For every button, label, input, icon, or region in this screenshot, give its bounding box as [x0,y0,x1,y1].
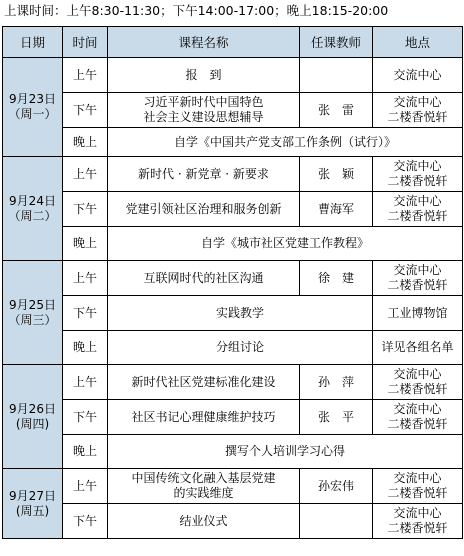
weekday-text: （周三） [8,312,57,327]
course-cell: 分组讨论 [108,331,373,365]
date-cell [3,469,63,539]
course-cell [108,58,300,93]
table-row [3,331,463,365]
location-line: 二楼香悦轩 [387,110,448,124]
location-cell: 详见各组名单 [373,331,463,365]
table-row [3,435,463,469]
course-cell [108,469,300,504]
location-cell [373,469,463,504]
course-cell: 新时代社区党建标准化建设 [108,365,300,400]
session-cell: 上午 [63,261,108,296]
session-cell: 晚上 [63,128,108,157]
table-row [3,192,463,227]
teacher-cell: 张 颖 [300,157,373,192]
session-cell: 下午 [63,296,108,331]
date-cell [3,157,63,261]
course-cell [108,93,300,128]
date-cell [3,365,63,469]
session-cell: 下午 [63,504,108,539]
table-row [3,58,463,93]
session-cell: 下午 [63,93,108,128]
session-cell: 上午 [63,365,108,400]
date-cell [3,58,63,157]
date-text: 9月27日 [9,488,56,503]
location-line: 交流中心 [393,67,442,82]
weekday-text: （周一） [8,107,57,121]
location-cell [373,365,463,400]
teacher-cell: 徐 建 [300,261,373,296]
location-line: 交流中心 [393,506,442,520]
header-teacher: 任课教师 [300,27,373,58]
course-line: 习近平新时代中国特色 [143,95,264,109]
schedule-table [2,26,463,539]
location-line: 交流中心 [393,263,442,277]
session-cell: 上午 [63,58,108,93]
table-row [3,157,463,192]
location-line: 交流中心 [393,471,442,485]
course-line: 报 到 [185,67,222,82]
course-line: 的实践维度 [173,486,234,500]
teacher-cell: 孙宏伟 [300,469,373,504]
session-cell: 下午 [63,192,108,227]
weekday-text: (周五) [15,503,50,518]
weekday-text: (周四) [15,416,50,431]
location-line: 二楼香悦轩 [387,209,448,223]
teacher-cell [300,504,373,539]
evening-activity-cell: 撰写个人培训学习心得 [108,435,463,469]
table-row [3,296,463,331]
location-cell [373,93,463,128]
session-cell: 晚上 [63,227,108,261]
header-row [3,27,463,58]
course-cell: 党建引领社区治理和服务创新 [108,192,300,227]
course-cell: 新时代 · 新党章 · 新要求 [108,157,300,192]
location-line: 二楼香悦轩 [387,486,448,500]
header-course: 课程名称 [108,27,300,58]
header-date: 日期 [3,27,63,58]
table-row [3,469,463,504]
location-cell [373,261,463,296]
location-cell [373,58,463,93]
teacher-cell [300,58,373,93]
location-cell: 工业博物馆 [373,296,463,331]
course-cell: 互联网时代的社区沟通 [108,261,300,296]
location-cell [373,157,463,192]
teacher-cell: 孙 萍 [300,365,373,400]
session-cell: 上午 [63,157,108,192]
table-row [3,261,463,296]
date-text: 9月24日 [9,193,56,208]
location-cell [373,400,463,435]
weekday-text: （周二） [8,208,57,223]
location-line: 交流中心 [393,159,442,173]
date-text: 9月26日 [9,401,56,416]
header-location: 地点 [373,27,463,58]
teacher-cell: 曹海军 [300,192,373,227]
location-line: 交流中心 [393,367,442,381]
course-line: 社会主义建设思想辅导 [143,110,264,124]
table-row [3,504,463,539]
header-session: 时间 [63,27,108,58]
class-hours-text: 上课时间：上午8:30-11:30；下午14:00-17:00；晚上18:15-20:00 [4,3,389,18]
location-line: 二楼香悦轩 [387,382,448,396]
location-line: 交流中心 [393,95,442,109]
location-cell [373,504,463,539]
course-cell: 实践教学 [108,296,373,331]
course-cell: 结业仪式 [108,504,300,539]
course-line: 中国传统文化融入基层党建 [131,471,276,485]
evening-activity-cell: 自学《中国共产党支部工作条例（试行）》 [108,128,463,157]
date-text: 9月25日 [9,297,56,312]
session-cell: 上午 [63,469,108,504]
session-cell: 晚上 [63,331,108,365]
table-row [3,400,463,435]
location-line: 交流中心 [393,402,442,416]
location-line: 二楼香悦轩 [387,417,448,431]
session-cell: 晚上 [63,435,108,469]
date-cell [3,261,63,365]
course-cell: 社区书记心理健康维护技巧 [108,400,300,435]
date-text: 9月23日 [9,92,56,106]
location-line: 二楼香悦轩 [387,278,448,292]
location-cell [373,192,463,227]
teacher-cell: 张 雷 [300,93,373,128]
evening-activity-cell: 自学《城市社区党建工作教程》 [108,227,463,261]
table-row [3,128,463,157]
location-line: 二楼香悦轩 [387,521,448,535]
location-line: 二楼香悦轩 [387,174,448,188]
table-row [3,365,463,400]
teacher-cell: 张 平 [300,400,373,435]
table-row [3,227,463,261]
session-cell: 下午 [63,400,108,435]
table-row [3,93,463,128]
location-line: 交流中心 [393,194,442,208]
